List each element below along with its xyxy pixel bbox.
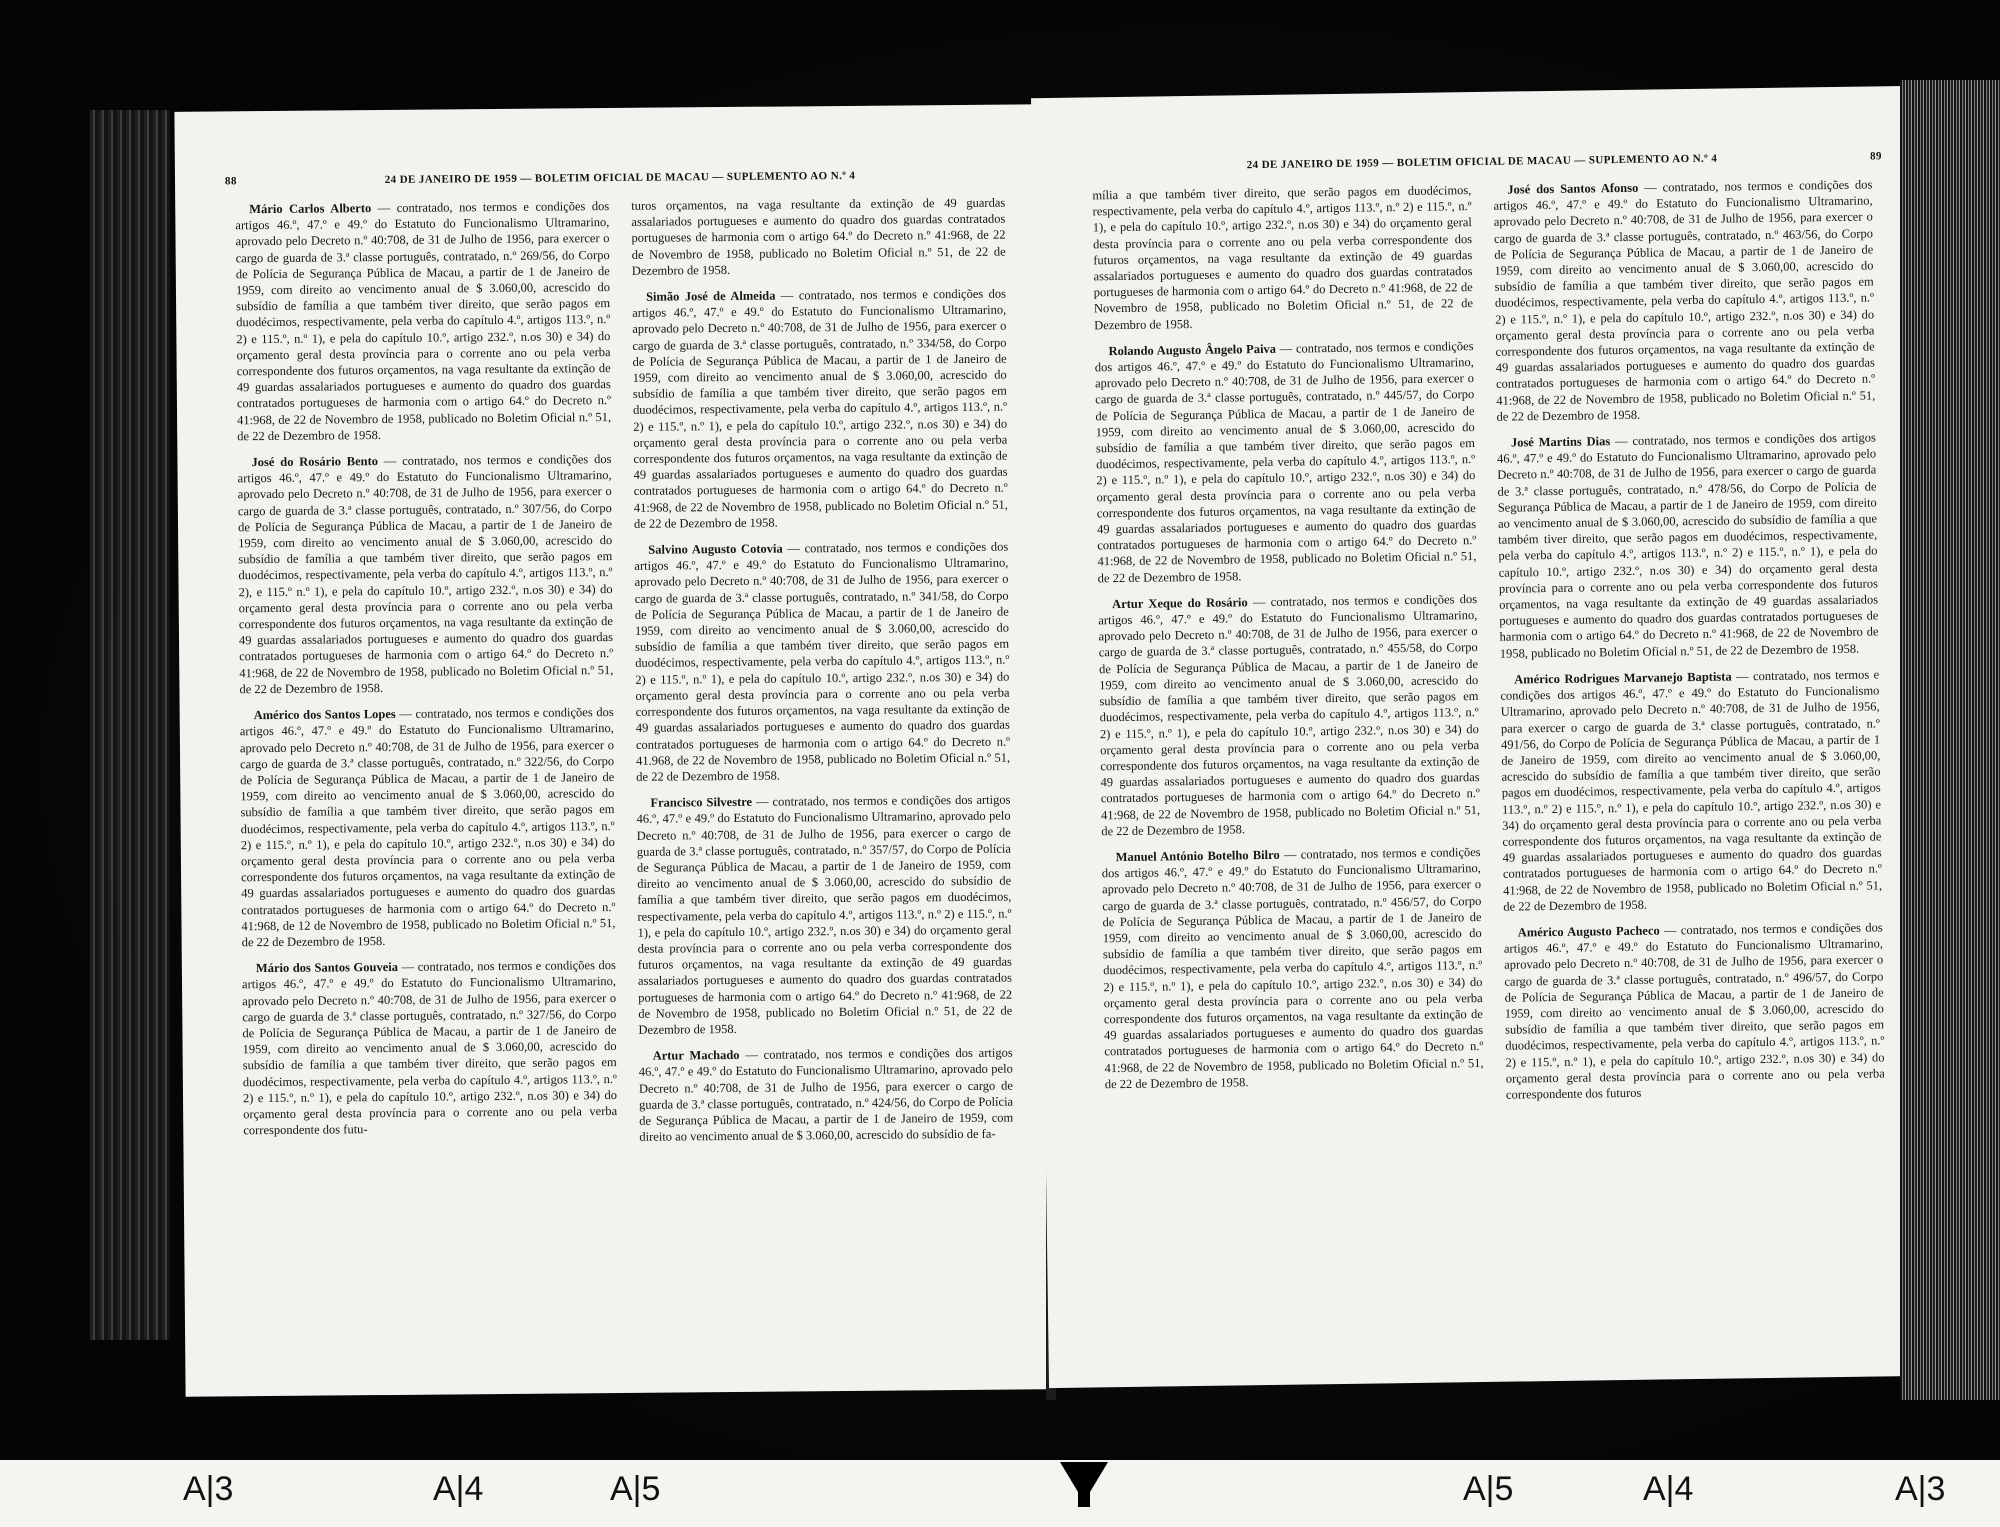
decree-entry bbox=[1493, 176, 1875, 424]
decree-entry bbox=[639, 1045, 1014, 1145]
entry-text: turos orçamentos, na vaga resultante da extinção de 49 guardas assalariados portugueses e aumento do quadro dos guardas contratados portugueses de harmonia com o artigo 64.º do Decreto n.º 41:968, de 22 de Novembro de 1958, publicado no Boletim Oficial n.º 51, de 22 de Dezembro de 1958. bbox=[631, 195, 1006, 278]
right-page-number: 89 bbox=[1870, 150, 1883, 163]
film-marker: A|3 bbox=[183, 1470, 234, 1508]
entry-text: — contratado, nos termos e condições dos artigos 46.º, 47.º e 49.º do Estatuto do Funcionalismo Ultramarino, aprovado pelo Decreto n.º 40:708, de 31 de Julho de 1956, para exercer o cargo de guarda de 3.ª classe português, contratado, n.º 455/58, do Corpo de Polícia de Segurança Pública de Macau, a partir de 1 de Janeiro de 1959, com direito ao vencimento anual de $ 3.060,00, acrescido do subsídio de família a que também tiver direito, que serão pagos em duodécimos, respectivamente, pela verba do capítulo 4.º, artigos 113.º, n.º 2) e 115.º, n.º 1), e pela do capítulo 10.º, artigo 232.º, n.os 30) e 34) do orçamento geral desta província para o corrente ano ou pela verba correspondente dos futuros orçamentos, na vaga resultante da extinção de 49 guardas assalariados portugueses e aumento do quadro dos guardas contratados portugueses de harmonia com o artigo 64.º do Decreto n.º 41:968, de 22 de Novembro de 1958, publicado no Boletim Oficial n.º 51, de 22 de Dezembro de 1958. bbox=[1098, 591, 1481, 839]
person-name: Francisco Silvestre bbox=[650, 794, 753, 810]
decree-entry bbox=[1092, 182, 1473, 333]
entry-text: — contratado, nos termos e condições dos artigos 46.º, 47.º e 49.º do Estatuto do Funcionalismo Ultramarino, aprovado pelo Decreto n.º 40:708, de 31 de Julho de 1956, para exercer o cargo de guarda de 3.ª classe português, contratado, n.º 463/56, do Corpo de Polícia de Segurança Pública de Macau, a partir de 1 de Janeiro de 1959, com direito ao vencimento anual de $ 3.060,00, acrescido do subsídio de família a que também tiver direito, que serão pagos em duodécimos, respectivamente, pela verba do capítulo 4.º, artigos 113.º, n.º 2) e 115.º, n.º 1), e pela do capítulo 10.º, artigo 232.º, n.os 30) e 34) do orçamento geral desta província para o corrente ano ou pela verba correspondente dos futuros orçamentos, na vaga resultante da extinção de 49 guardas assalariados portugueses e aumento do quadro dos guardas contratados portugueses de harmonia com o artigo 64.º do Decreto n.º 41:968, de 22 de Novembro de 1958, publicado no Boletim Oficial n.º 51, de 22 de Dezembro de 1958. bbox=[1493, 177, 1876, 424]
film-strip bbox=[0, 1460, 2000, 1527]
left-page-column-2 bbox=[631, 195, 1015, 1343]
person-name: Mário Carlos Alberto bbox=[249, 201, 372, 217]
film-marker: A|5 bbox=[1463, 1470, 1514, 1508]
decree-entry bbox=[1094, 338, 1476, 586]
entry-text: — contratado, nos termos e condições dos artigos 46.º, 47.º e 49.º do Estatuto do Funcionalismo Ultramarino, aprovado pelo Decreto n.º 40:708, de 31 de Julho de 1956, para exercer o cargo de guarda de 3.ª classe português, contratado, n.º 341/58, do Corpo de Polícia de Segurança Pública de Macau, a partir de 1 de Janeiro de 1959, com direito ao vencimento anual de $ 3.060,00, acrescido do subsídio de família a que também tiver direito, que serão pagos em duodécimos, respectivamente, pela verba do capítulo 4.º, artigos 113.º, n.º 2) e 115.º, n.º 1), e pela do capítulo 10.º, artigo 232.º, n.os 30) e 34) do orçamento geral desta província para o corrente ano ou pela verba correspondente dos futuros orçamentos, na vaga resultante da extinção de 49 guardas assalariados portugueses e aumento do quadro dos guardas contratados portugueses de harmonia com o artigo 64.º do Decreto n.º 41.968, de 22 de Novembro de 1958, publicado no Boletim Oficial n.º 51, de 22 de Dezembro de 1958. bbox=[634, 539, 1011, 784]
person-name: Artur Xeque do Rosário bbox=[1112, 595, 1248, 611]
decree-entry bbox=[237, 451, 613, 697]
film-marker: A|3 bbox=[1895, 1470, 1946, 1508]
left-page-number: 88 bbox=[224, 175, 237, 188]
left-page-header-text: 24 DE JANEIRO DE 1959 — BOLETIM OFICIAL DE MACAU — SUPLEMENTO AO N.º 4 bbox=[384, 169, 856, 186]
left-page-column-1 bbox=[235, 198, 619, 1346]
decree-entry bbox=[1098, 591, 1480, 839]
person-name: Rolando Augusto Ângelo Paiva bbox=[1108, 341, 1277, 358]
person-name: José Martins Dias bbox=[1510, 434, 1611, 450]
entry-text: — contratado, nos termos e condições dos artigos 46.º, 47.º e 49.º do Estatuto do Funcionalismo Ultramarino, aprovado pelo Decreto n.º 40:708, de 31 de Julho de 1956, para exercer o cargo de guarda de 3.ª classe português, contratado, n.º 307/56, do Corpo de Polícia de Segurança Pública de Macau, a partir de 1 de Janeiro de 1959, com direito ao vencimento anual de $ 3.060,00, acrescido do subsídio de família a que também tiver direito, que serão pagos em duodécimos, respectivamente, pela verba do capítulo 4.º, artigos 113.º, n.º 2), e 115.º n.º 1), e pela do capítulo 10.º, artigo 232.º, n.os 30) e 34) do orçamento geral desta província para o corrente ano ou pela verba correspondente dos futuros orçamentos, na vaga resultante da extinção de 49 guardas assalariados portugueses e aumento do quadro dos guardas contratados portugueses de harmonia com o artigo 64.º do Decreto n.º 41:968, de 22 de Novembro de 1958, publicado no Boletim Oficial n.º 51, de 22 de Dezembro de 1958. bbox=[237, 452, 614, 697]
decree-entry bbox=[242, 957, 618, 1138]
left-page bbox=[174, 104, 1055, 1397]
right-page bbox=[1031, 86, 1929, 1388]
entry-text: — contratado, nos termos e condições dos artigos 46.º, 47.º e 49.º do Estatuto do Funcionalismo Ultramarino, aprovado pelo Decreto n.º 40:708, de 31 de Julho de 1956, para exercer o cargo de guarda de 3.ª classe português, contratado, n.º 496/57, do Corpo de Polícia de Segurança Pública de Macau, a partir de 1 de Janeiro de 1959, com direito ao vencimento anual de $ 3.060,00, acrescido do subsídio de família a que também tiver direito, que serão pagos em duodécimos, respectivamente, pela verba do capítulo 4.º, artigos 113.º, n.º 2) e 115.º, n.º 1), e pela do capítulo 10.º, artigo 232.º, n.os 30) e 34) do orçamento geral desta província para o corrente ano ou pela verba correspondente dos futuros bbox=[1503, 920, 1885, 1102]
right-page-column-1 bbox=[1092, 182, 1487, 1337]
right-page-columns bbox=[1092, 176, 1888, 1337]
person-name: Salvino Augusto Cotovia bbox=[648, 541, 783, 557]
decree-entry bbox=[1102, 844, 1484, 1092]
entry-text: — contratado, nos termos e condições dos artigos 46.º, 47.º e 49.º do Estatuto do Funcionalismo Ultramarino, aprovado pelo Decreto n.º 40:708, de 31 de Julho de 1956, para exercer o cargo de guarda de 3.ª classe português, contratado, n.º 445/57, do Corpo de Polícia de Segurança Pública de Macau, a partir de 1 de Janeiro de 1959, com direito ao vencimento anual de $ 3.060,00, acrescido do subsídio de família a que também tiver direito, que serão pagos em duodécimos, respectivamente, pela verba do capítulo 4.º, artigos 113.º, n.º 2) e 115.º, n.º 1), e pela do capítulo 10.º, artigo 232.º, n.os 30) e 34) do orçamento geral desta província para o corrente ano ou pela verba correspondente dos futuros orçamentos, na vaga resultante da extinção de 49 guardas assalariados portugueses e aumento do quadro dos guardas contratados portugueses de harmonia com o artigo 64.º do Decreto n.º 41:968, de 22 de Novembro de 1958, publicado no Boletim Oficial n.º 51, de 22 de Dezembro de 1958. bbox=[1094, 338, 1477, 585]
decree-entry bbox=[632, 286, 1008, 532]
person-name: Américo dos Santos Lopes bbox=[253, 707, 396, 723]
decree-entry bbox=[636, 792, 1012, 1038]
decree-entry bbox=[631, 195, 1006, 279]
film-marker: A|4 bbox=[1643, 1470, 1694, 1508]
left-page-columns bbox=[235, 195, 1015, 1347]
entry-text: mília a que também tiver direito, que serão pagos em duodécimos, respectivamente, pela verba do capítulo 4.º, artigos 113.º, n.º 2) e 115.º, n.º 1), e pela do capítulo 10.º, artigo 232.º, n.os 30) e 34) do orçamento geral desta província para o corrente ano ou pela verba correspondente dos futuros orçamentos, na vaga resultante da extinção de 49 guardas assalariados portugueses e aumento do quadro dos guardas contratados portugueses de harmonia com o artigo 64.º do Decreto n.º 41:968, de 22 de Novembro de 1958, publicado no Boletim Oficial n.º 51, de 22 de Dezembro de 1958. bbox=[1092, 183, 1474, 332]
book-left-edge bbox=[90, 110, 170, 1340]
decree-entry bbox=[1504, 919, 1885, 1103]
entry-text: — contratado, nos termos e condições dos artigos 46.º, 47.º e 49.º do Estatuto do Funcionalismo Ultramarino, aprovado pelo Decreto n.º 40:708, de 31 de Julho de 1956, para exercer o cargo de guarda de 3.ª classe português, contratado, n.º 269/56, do Corpo de Polícia de Segurança Pública de Macau, a partir de 1 de Janeiro de 1959, com direito ao vencimento anual de $ 3.060,00, acrescido do subsídio de família a que também tiver direito, que serão pagos em duodécimos, respectivamente, pela verba do capítulo 4.º, artigos 113.º, n.º 2) e 115.º, n.º 1), e pela do capítulo 10.º, artigo 232.º, n.os 30) e 34) do orçamento geral desta província para o corrente ano ou pela verba correspondente dos futuros orçamentos, na vaga resultante da extinção de 49 guardas assalariados portugueses e aumento do quadro dos guardas contratados portugueses de harmonia com o artigo 64.º do Decreto n.º 41:968, de 22 de Novembro de 1958, publicado no Boletim Oficial n.º 51, de 22 de Dezembro de 1958. bbox=[235, 199, 612, 444]
decree-entry bbox=[240, 704, 616, 950]
decree-entry bbox=[634, 539, 1010, 785]
film-marker: A|5 bbox=[610, 1470, 661, 1508]
decree-entry bbox=[1500, 666, 1882, 914]
entry-text: — contratado, nos termos e condições dos artigos 46.º, 47.º e 49.º do Estatuto do Funcionalismo Ultramarino, aprovado pelo Decreto n.º 40:708, de 31 de Julho de 1956, para exercer o cargo de guarda de 3.ª classe português, contratado, n.º 327/56, do Corpo de Polícia de Segurança Pública de Macau, a partir de 1 de Janeiro de 1959, com direito ao vencimento anual de $ 3.060,00, acrescido do subsídio de família a que também tiver direito, que serão pagos em duodécimos, respectivamente, pela verba do capítulo 4.º, artigos 113.º, n.º 2) e 115.º, n.º 1), e pela do capítulo 10.º, artigo 232.º, n.os 30) e 34) do orçamento geral desta província para o corrente ano ou pela verba correspondente dos futu- bbox=[241, 958, 618, 1138]
decree-entry bbox=[235, 198, 611, 444]
entry-text: — contratado, nos termos e condições dos artigos 46.º, 47.º e 49.º do Estatuto do Funcionalismo Ultramarino, aprovado pelo Decreto n.º 40:708, de 31 de Julho de 1956, para exercer o cargo de guarda de 3.ª classe português, contratado, n.º 334/58, do Corpo de Polícia de Segurança Pública de Macau, a partir de 1 de Janeiro de 1959, com direito ao vencimento anual de $ 3.060,00, acrescido do subsídio de família a que também tiver direito, que serão pagos em duodécimos, respectivamente, pela verba do capítulo 4.º, artigos 113.º, n.º 2) e 115.º, n.º 1), e pela do capítulo 10.º, artigo 232.º, n.os 30) e 34) do orçamento geral desta província para o corrente ano ou pela verba correspondente dos futuros orçamentos, na vaga resultante da extinção de 49 guardas assalariados portugueses e aumento do quadro dos guardas contratados portugueses de harmonia com o artigo 64.º do Decreto n.º 41:968, de 22 de Novembro de 1958, publicado no Boletim Oficial n.º 51, de 22 de Dezembro de 1958. bbox=[632, 286, 1008, 531]
film-marker: A|4 bbox=[433, 1470, 484, 1508]
person-name: Américo Augusto Pacheco bbox=[1517, 923, 1660, 940]
person-name: Artur Machado bbox=[652, 1048, 740, 1063]
entry-text: — contratado, nos termos e condições dos artigos 46.º, 47.º e 49.º do Estatuto do Funcionalismo Ultramarino, aprovado pelo Decreto n.º 40:708, de 31 de Julho de 1956, para exercer o cargo de guarda de 3.ª classe português, contratado, n.º 478/56, do Corpo de Polícia de Segurança Pública de Macau, a partir de 1 de Janeiro de 1959, com direito ao vencimento anual de $ 3.060,00, acrescido do subsídio de família a que também tiver direito, que serão pagos em duodécimos, respectivamente, pela verba do capítulo 4.º, artigos 113.º, n.º 2) e 115.º, n.º 1), e pela do capítulo 10.º, artigo 232.º, n.os 30) e 34) do orçamento geral desta província para o corrente ano ou pela verba correspondente dos futuros orçamentos, na vaga resultante da extinção de 49 guardas assalariados portugueses e aumento do quadro dos guardas contratados portugueses de harmonia com o artigo 64.º do Decreto n.º 41:968, de 22 de Novembro de 1958, publicado no Boletim Oficial n.º 51, de 22 de Dezembro de 1958. bbox=[1497, 430, 1879, 661]
person-name: Manuel António Botelho Bilro bbox=[1115, 847, 1280, 865]
person-name: José dos Santos Afonso bbox=[1507, 180, 1639, 197]
entry-text: — contratado, nos termos e condições dos artigos 46.º, 47.º e 49.º do Estatuto do Funcionalismo Ultramarino, aprovado pelo Decreto n.º 40:708, de 31 de Julho de 1956, para exercer o cargo de guarda de 3.ª classe português, contratado, n.º 491/56, do Corpo de Polícia de Segurança Pública de Macau, a partir de 1 de Janeiro de 1959, com direito ao vencimento anual de $ 3.060,00, acrescido do subsídio de família a que também tiver direito, que serão pagos em duodécimos, respectivamente, pela verba do capítulo 4.º, artigos 113.º, n.º 2) e 115.º, n.º 1), e pela do capítulo 10.º, artigo 232.º, n.os 30) e 34) do orçamento geral desta província para o corrente ano ou pela verba correspondente dos futuros orçamentos, na vaga resultante da extinção de 49 guardas assalariados portugueses e aumento do quadro dos guardas contratados portugueses de harmonia com o artigo 64.º do Decreto n.º 41:968, de 22 de Novembro de 1958, publicado no Boletim Oficial n.º 51, de 22 de Dezembro de 1958. bbox=[1500, 667, 1883, 914]
book-page-edges bbox=[1900, 80, 2000, 1400]
person-name: Américo Rodrigues Marvanejo Baptista bbox=[1514, 669, 1732, 687]
person-name: Simão José de Almeida bbox=[645, 288, 776, 304]
entry-text: — contratado, nos termos e condições dos artigos 46.º, 47.º e 49.º do Estatuto do Funcionalismo Ultramarino, aprovado pelo Decreto n.º 40:708, de 31 de Julho de 1956, para exercer o cargo de guarda de 3.ª classe português, contratado, n.º 424/56, do Corpo de Polícia de Segurança Pública de Macau, a partir de 1 de Janeiro de 1959, com direito ao vencimento anual de $ 3.060,00, acrescido do subsídio de fa- bbox=[638, 1045, 1014, 1144]
right-page-header-text: 24 DE JANEIRO DE 1959 — BOLETIM OFICIAL DE MACAU — SUPLEMENTO AO N.º 4 bbox=[1246, 152, 1718, 172]
right-page-column-2 bbox=[1493, 176, 1888, 1331]
decree-entry bbox=[1497, 429, 1879, 661]
film-notch-cut bbox=[1078, 1462, 1090, 1507]
left-page-header bbox=[224, 169, 1005, 196]
entry-text: — contratado, nos termos e condições dos artigos 46.º, 47.º e 49.º do Estatuto do Funcionalismo Ultramarino, aprovado pelo Decreto n.º 40:708, de 31 de Julho de 1956, para exercer o cargo de guarda de 3.ª classe português, contratado, n.º 322/56, do Corpo de Polícia de Segurança Pública de Macau, a partir de 1 de Janeiro de 1959, com direito ao vencimento anual de $ 3.060,00, acrescido do subsídio de família a que também tiver direito, que serão pagos em duodécimos, respectivamente, pela verba do capítulo 4.º, artigos 113.º, n.º 2) e 115.º, n.º 1), e pela do capítulo 10.º, artigo 232.º, n.os 30) e 34) do orçamento geral desta província para o corrente ano ou pela verba correspondente dos futuros orçamentos, na vaga resultante da extinção de 49 guardas assalariados portugueses e aumento do quadro dos guardas contratados portugueses de harmonia com o artigo 64.º do Decreto n.º 41:968, de 12 de Novembro de 1958, publicado no Boletim Oficial n.º 51, de 22 de Dezembro de 1958. bbox=[239, 705, 616, 950]
entry-text: — contratado, nos termos e condições dos artigos 46.º, 47.º e 49.º do Estatuto do Funcionalismo Ultramarino, aprovado pelo Decreto n.º 40:708, de 31 de Julho de 1956, para exercer o cargo de guarda de 3.ª classe português, contratado, n.º 456/57, do Corpo de Polícia de Segurança Pública de Macau, a partir de 1 de Janeiro de 1959, com direito ao vencimento anual de $ 3.060,00, acrescido do subsídio de família a que também tiver direito, que serão pagos em duodécimos, respectivamente, pela verba do capítulo 4.º, artigos 113.º, n.º 2) e 115.º, n.º 1), e pela do capítulo 10.º, artigo 232.º, n.os 30) e 34) do orçamento geral desta província para o corrente ano ou pela verba correspondente dos futuros orçamentos, na vaga resultante da extinção de 49 guardas assalariados portugueses e aumento do quadro dos guardas contratados portugueses de harmonia com o artigo 64.º do Decreto n.º 41:968, de 22 de Novembro de 1958, publicado no Boletim Oficial n.º 51, de 22 de Dezembro de 1958. bbox=[1101, 844, 1484, 1092]
person-name: José do Rosário Bento bbox=[251, 454, 379, 470]
person-name: Mário dos Santos Gouveia bbox=[255, 960, 399, 976]
entry-text: — contratado, nos termos e condições dos artigos 46.º, 47.º e 49.º do Estatuto do Funcionalismo Ultramarino, aprovado pelo Decreto n.º 40:708, de 31 de Julho de 1956, para exercer o cargo de guarda de 3.ª classe português, contratado, n.º 357/57, do Corpo de Polícia de Segurança Pública de Macau, a partir de 1 de Janeiro de 1959, com direito ao vencimento anual de $ 3.060,00, acrescido do subsídio de família a que também tiver direito, que serão pagos em duodécimos, respectivamente, pela verba do capítulo 4.º, artigos 113.º, n.º 2) e 115.º, n.º 1), e pela do capítulo 10.º, artigo 232.º, n.os 30) e 34) do orçamento geral desta província para o corrente ano ou pela verba correspondente dos futuros orçamentos, na vaga resultante da extinção de 49 guardas assalariados portugueses e aumento do quadro dos guardas contratados portugueses de harmonia com o artigo 64.º do Decreto n.º 41:968, de 22 de Novembro de 1958, publicado no Boletim Oficial n.º 51, de 22 de Dezembro de 1958. bbox=[636, 792, 1013, 1037]
right-page-header bbox=[1092, 150, 1883, 181]
